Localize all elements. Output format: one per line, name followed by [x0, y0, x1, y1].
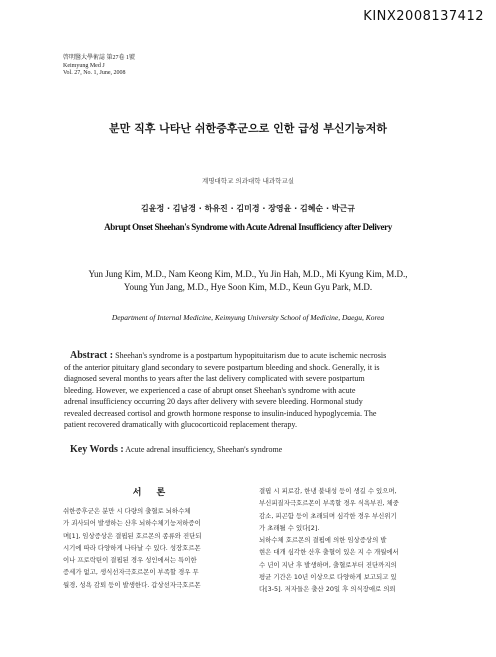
body-right-column — [259, 485, 441, 596]
journal-info — [63, 55, 135, 78]
body-line: 증세가 없고, 생식선자극호르몬이 부족할 경우 무 — [63, 568, 199, 577]
abstract-line: patient recovered dramatically with glucocorticoid replacement therapy. — [64, 420, 297, 429]
body-line: 수 년이 지난 후 발생하며, 출혈로부터 진단까지의 — [259, 560, 397, 569]
english-authors-line: Yun Jung Kim, M.D., Nam Keong Kim, M.D., Yu Jin Hah, M.D., Mi Kyung Kim, M.D., — [88, 269, 408, 279]
body-line: 시기에 따라 다양하게 나타날 수 있다. 성장호르몬 — [63, 543, 201, 552]
abstract-line: adrenal insufficiency occurring 20 days after delivery with severe bleeding. Hormonal study — [64, 397, 363, 406]
english-title: Abrupt Onset Sheehan's Syndrome with Acute Adrenal Insufficiency after Delivery — [104, 222, 392, 232]
body-line: 결핍 시 피로감, 한냉 불내성 등이 생길 수 있으며, — [259, 487, 397, 495]
body-line: 감소, 피곤함 등이 초래되며 심각한 경우 부신위기 — [259, 511, 397, 520]
document-id: KINX2008137412 — [363, 9, 484, 24]
body-line: 뇌하수체 호르몬의 결핍에 의한 임상증상의 발 — [259, 536, 387, 545]
journal-volume: Vol. 27, No. 1, June, 2008 — [63, 70, 126, 76]
abstract-line: Sheehan's syndrome is a postpartum hypopituitarism due to acute ischemic necrosis — [115, 351, 387, 360]
body-line: 평균 기간은 10년 이상으로 다양하게 보고되고 있 — [259, 573, 397, 582]
english-department: Department of Internal Medicine, Keimyung University School of Medicine, Daegu, Korea — [111, 313, 385, 322]
english-authors — [0, 268, 496, 294]
korean-authors: 김윤정 · 김남경 · 하유진 · 김미경 · 장영윤 · 김혜순 · 박근규 — [141, 204, 355, 213]
abstract-line: of the anterior pituitary gland secondary to severe postpartum bleeding and shock. Generally, it is — [64, 362, 380, 372]
korean-title: 분만 직후 나타난 쉬한증후군으로 인한 급성 부신기능저하 — [109, 122, 387, 135]
abstract — [64, 350, 436, 431]
abstract-line: diagnosed several months to years after the last delivery complicated with severe postpartum — [64, 374, 365, 383]
journal-english-name: Keimyung Med J — [63, 62, 105, 69]
abstract-line: bleeding. However, we experienced a case of abrupt onset Sheehan's syndrome with acute — [64, 385, 356, 395]
keywords-label: Key Words : — [70, 444, 124, 455]
body-line: 현은 대개 심각한 산후 출혈이 있은 지 수 개월에서 — [259, 548, 399, 557]
abstract-first-line — [64, 350, 436, 362]
section-heading-introduction: 서 론 — [132, 488, 172, 498]
body-line: 다[3-5]. 저자들은 출산 20일 후 의식장애로 의뢰 — [259, 585, 396, 594]
abstract-label: Abstract : — [70, 350, 114, 361]
body-line: 가 괴사되어 발생하는 산후 뇌하수체기능저하증이 — [63, 519, 201, 528]
body-line: 월경, 성욕 감퇴 등이 발생한다. 갑상선자극호르몬 — [63, 580, 201, 589]
korean-affiliation: 계명대학교 의과대학 내과학교실 — [201, 177, 295, 185]
english-authors-line: Young Yun Jang, M.D., Hye Soon Kim, M.D., Keun Gyu Park, M.D. — [123, 282, 373, 292]
body-line: 이나 프로락틴이 결핍된 경우 성인에서는 특이한 — [63, 556, 197, 565]
body-line: 쉬한증후군은 분만 시 다량의 출혈로 뇌하수체 — [63, 507, 191, 515]
body-line: 부신피질자극호르몬이 부족할 경우 식욕부진, 체중 — [259, 499, 399, 508]
body-line: 며[1], 임상증상은 결핍된 호르몬의 종류와 진단되 — [63, 531, 202, 540]
journal-korean-name: 啓明醫大學術誌 第27卷 1號 — [63, 55, 136, 61]
keywords — [70, 444, 450, 455]
keywords-text: Acute adrenal insufficiency, Sheehan's syndrome — [125, 445, 283, 454]
abstract-line: revealed decreased cortisol and growth hormone response to insulin-induced hypoglycemia. The — [64, 408, 377, 418]
body-line: 가 초래될 수 있다[2]. — [259, 523, 320, 532]
body-left-column — [63, 505, 241, 591]
